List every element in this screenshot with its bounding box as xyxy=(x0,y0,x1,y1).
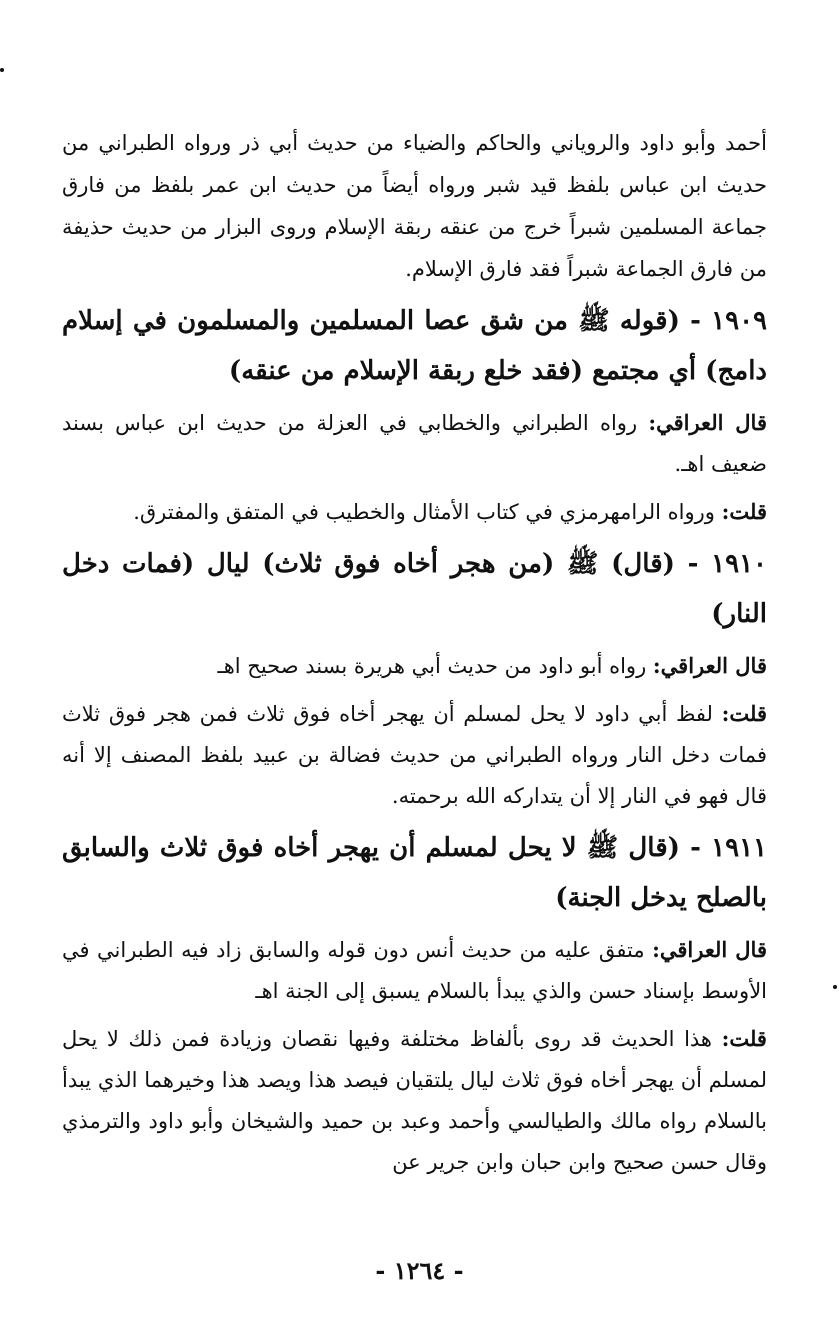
hadith-number: ١٩١٠ - xyxy=(687,549,768,579)
commentary-paragraph xyxy=(62,929,767,1012)
hadith-heading xyxy=(62,539,767,639)
commentary-text: رواه الطبراني والخطابي في العزلة من حديث ابن عباس بسند ضعيف اهـ. xyxy=(62,411,767,476)
commentary-text: ورواه الرامهرمزي في كتاب الأمثال والخطيب في المتفق والمفترق. xyxy=(133,500,715,524)
hadith-number: ١٩١١ - xyxy=(690,833,767,863)
commentary-text: متفق عليه من حديث أنس دون قوله والسابق زاد فيه الطبراني في الأوسط بإسناد حسن والذي يبدأ بالسلام يسبق إلى الجنة اهـ xyxy=(62,938,767,1003)
hadith-text: (قال ﷺ لا يحل لمسلم أن يهجر أخاه فوق ثلاث والسابق بالصلح يدخل الجنة) xyxy=(62,833,767,913)
commentary-lead: قال العراقي: xyxy=(652,937,767,962)
commentary-lead: قلت: xyxy=(721,499,767,524)
commentary-lead: قلت: xyxy=(721,701,767,726)
hadith-text: (قال) ﷺ (من هجر أخاه فوق ثلاث) ليال (فمات دخل النار) xyxy=(62,549,767,629)
page-body xyxy=(62,122,767,1185)
commentary-paragraph xyxy=(62,491,767,533)
hadith-heading xyxy=(62,296,767,396)
hadith-text: (قوله ﷺ من شق عصا المسلمين والمسلمون في إسلام دامج) أي مجتمع (فقد خلع ربقة الإسلام من عنقه) xyxy=(62,306,767,386)
commentary-lead: قال العراقي: xyxy=(652,653,767,678)
hadith-number: ١٩٠٩ - xyxy=(690,306,767,336)
hadith-heading xyxy=(62,823,767,923)
commentary-text: لفظ أبي داود لا يحل لمسلم أن يهجر أخاه فوق ثلاث فمن هجر فوق ثلاث فمات دخل النار ورواه الطبراني من حديث فضالة بن عبيد بلفظ المصنف إلا أنه قال فهو في النار إلا أن يتداركه الله برحمته. xyxy=(62,702,767,808)
body-paragraph: أحمد وأبو داود والروياني والحاكم والضياء من حديث أبي ذر ورواه الطبراني من حديث ابن عباس بلفظ قيد شبر ورواه أيضاً من حديث ابن عمر بلفظ من فارق جماعة المسلمين شبراً خرج من عنقه ربقة الإسلام وروى البزار من حديث حذيفة من فارق الجماعة شبراً فقد فارق الإسلام. xyxy=(62,131,767,281)
commentary-paragraph xyxy=(62,402,767,485)
commentary-lead: قلت: xyxy=(721,1026,767,1051)
scan-speck xyxy=(833,985,837,989)
commentary-text: هذا الحديث قد روى بألفاظ مختلفة وفيها نقصان وزيادة فمن ذلك لا يحل لمسلم أن يهجر أخاه فوق ثلاث ليال يلتقيان فيصد هذا ويصد هذا وخيرهما الذي يبدأ بالسلام رواه مالك والطيالسي وأحمد وعبد بن حميد والشيخان وأبو داود والترمذي وقال حسن صحيح وابن حبان وابن جرير عن xyxy=(62,1027,767,1174)
commentary-paragraph xyxy=(62,645,767,687)
commentary-paragraph xyxy=(62,693,767,817)
commentary-lead: قال العراقي: xyxy=(648,410,767,435)
commentary-paragraph xyxy=(62,1018,767,1183)
page-number: - ١٢٦٤ - xyxy=(375,1256,464,1285)
commentary-text: رواه أبو داود من حديث أبي هريرة بسند صحيح اهـ xyxy=(217,654,647,678)
scan-speck xyxy=(0,68,4,72)
